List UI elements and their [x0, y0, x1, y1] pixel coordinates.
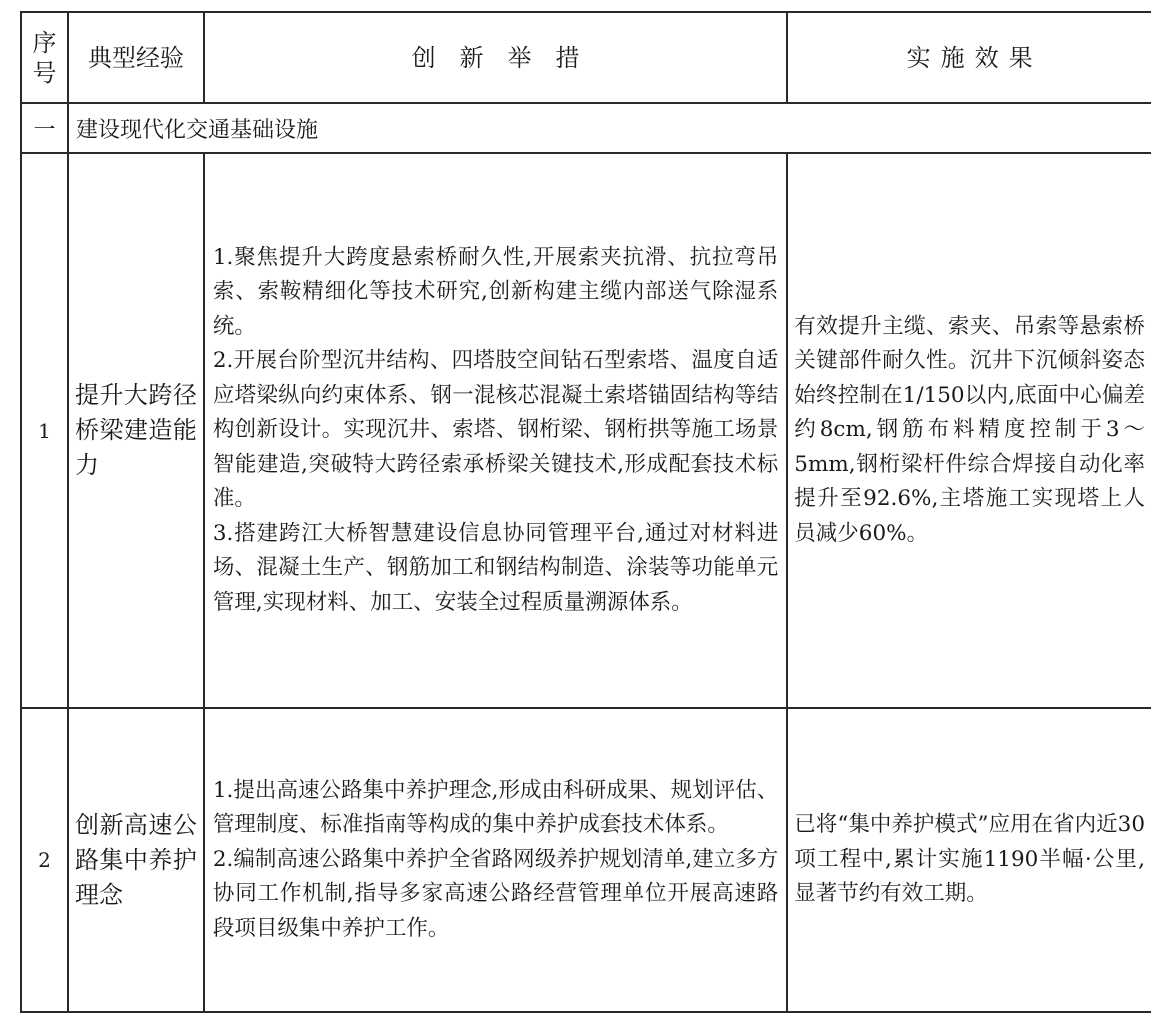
measure-item: 1.聚焦提升大跨度悬索桥耐久性,开展索夹抗滑、抗拉弯吊索、索鞍精细化等技术研究,创新构建主缆内部送气除湿系统。 [212, 244, 779, 339]
header-experience: 典型经验 [68, 12, 204, 103]
table-row [21, 153, 1151, 708]
row-measures [204, 708, 787, 1012]
header-seq: 序号 [21, 12, 68, 103]
row-number: 2 [21, 708, 68, 1012]
header-effect: 实施效果 [787, 12, 1151, 103]
row-effect: 已将“集中养护模式”应用在省内近30项工程中,累计实施1190半幅·公里,显著节约有效工期。 [787, 708, 1151, 1012]
table-row [21, 708, 1151, 1012]
header-measures: 创新举措 [204, 12, 787, 103]
row-measures [204, 153, 787, 708]
measure-item: 3.搭建跨江大桥智慧建设信息协同管理平台,通过对材料进场、混凝土生产、钢筋加工和钢结构制造、涂装等功能单元管理,实现材料、加工、安装全过程质量溯源体系。 [212, 520, 779, 615]
measure-item: 2.编制高速公路集中养护全省路网级养护规划清单,建立多方协同工作机制,指导多家高速公路经营管理单位开展高速路段项目级集中养护工作。 [212, 846, 779, 941]
innovation-table [20, 11, 1151, 1013]
row-experience: 提升大跨径桥梁建造能力 [68, 153, 204, 708]
section-title: 建设现代化交通基础设施 [68, 103, 1151, 153]
measure-item: 2.开展台阶型沉井结构、四塔肢空间钻石型索塔、温度自适应塔梁纵向约束体系、钢一混核芯混凝土索塔锚固结构等结构创新设计。实现沉井、索塔、钢桁梁、钢桁拱等施工场景智能建造,突破特大跨径索承桥梁关键技术,形成配套技术标准。 [212, 348, 779, 512]
section-number: 一 [21, 103, 68, 153]
row-number: 1 [21, 153, 68, 708]
row-effect: 有效提升主缆、索夹、吊索等悬索桥关键部件耐久性。沉井下沉倾斜姿态始终控制在1/150以内,底面中心偏差约8cm,钢筋布料精度控制于3～5mm,钢桁梁杆件综合焊接自动化率提升至92.6%,主塔施工实现塔上人员减少60%。 [787, 153, 1151, 708]
header-row [21, 12, 1151, 103]
row-experience: 创新高速公路集中养护理念 [68, 708, 204, 1012]
measure-item: 1.提出高速公路集中养护理念,形成由科研成果、规划评估、管理制度、标准指南等构成的集中养护成套技术体系。 [212, 777, 779, 838]
section-row [21, 103, 1151, 153]
